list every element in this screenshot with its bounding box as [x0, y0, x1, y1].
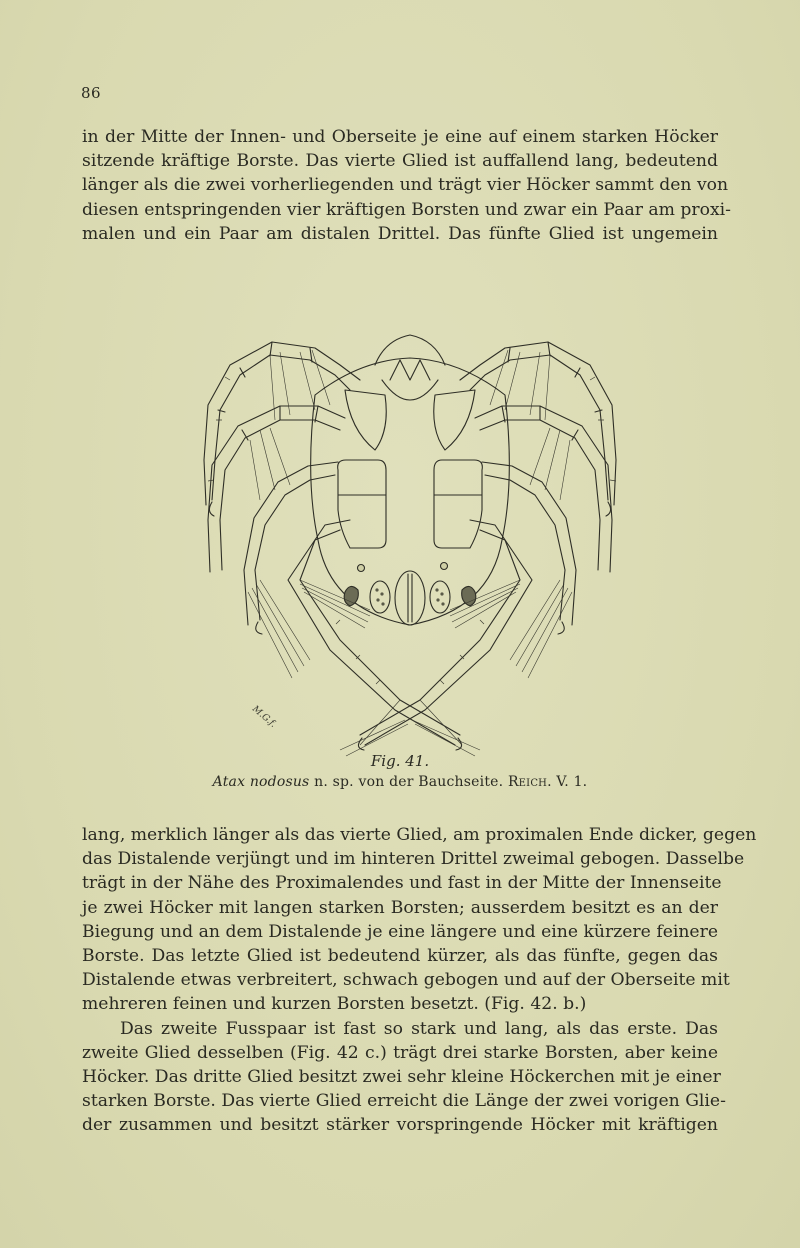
body-paragraph-top: [82, 125, 731, 246]
text-line: lang, merklich länger als das vierte Glied, am proximalen Ende dicker, gegen: [82, 825, 757, 845]
mite-drawing-icon: [200, 280, 620, 760]
caption-text: n. sp. von der Bauchseite.: [309, 774, 508, 790]
body-paragraph-bottom: [82, 823, 757, 1137]
text-line: das Distalende verjüngt und im hinteren Drittel zweimal gebogen. Dasselbe: [82, 849, 745, 870]
text-line: trägt in der Nähe des Proximalendes und fast in der Mitte der Innenseite: [82, 873, 722, 894]
text-line: Höcker. Das dritte Glied besitzt zwei sehr kleine Höckerchen mit je einer: [82, 1066, 721, 1087]
caption-species: Atax nodosus: [212, 774, 310, 790]
figure-mite-illustration: [200, 280, 620, 760]
text-line: Distalende etwas verbreitert, schwach gebogen und auf der Oberseite mit: [82, 970, 730, 991]
text-line: malen und ein Paar am distalen Drittel. Das fünfte Glied ist ungemein: [82, 223, 718, 244]
text-line: der zusammen und besitzt stärker vorspringende Höcker mit kräftigen: [82, 1115, 718, 1136]
text-line: Das zweite Fusspaar ist fast so stark und lang, als das erste. Das: [120, 1018, 718, 1039]
figure-label: Fig. 41.: [370, 752, 430, 770]
page-number: 86: [81, 84, 102, 102]
text-line: in der Mitte der Innen- und Oberseite je eine auf einem starken Höcker: [82, 127, 718, 147]
text-line: Borste. Das letzte Glied ist bedeutend kürzer, als das fünfte, gegen das: [82, 945, 718, 966]
text-line: Biegung und an dem Distalende je eine längere und eine kürzere feinere: [82, 921, 718, 942]
figure-caption: [0, 774, 800, 790]
text-line: je zwei Höcker mit langen starken Borsten; ausserdem besitzt es an der: [82, 897, 718, 918]
caption-magnification: . V. 1.: [547, 774, 588, 790]
text-line: starken Borste. Das vierte Glied erreicht die Länge der zwei vorigen Glie-: [82, 1091, 726, 1112]
text-line: zweite Glied desselben (Fig. 42 c.) trägt drei starke Borsten, aber keine: [82, 1042, 718, 1063]
text-line: diesen entspringenden vier kräftigen Borsten und zwar ein Paar am proxi-: [82, 199, 731, 220]
text-line: mehreren feinen und kurzen Borsten besetzt. (Fig. 42. b.): [82, 994, 587, 1015]
artist-signature: M.G.f.: [250, 704, 278, 730]
caption-author: Reich: [507, 774, 548, 790]
text-line: länger als die zwei vorherliegenden und trägt vier Höcker sammt den von: [82, 175, 729, 196]
text-line: sitzende kräftige Borste. Das vierte Glied ist auffallend lang, bedeutend: [82, 151, 718, 172]
